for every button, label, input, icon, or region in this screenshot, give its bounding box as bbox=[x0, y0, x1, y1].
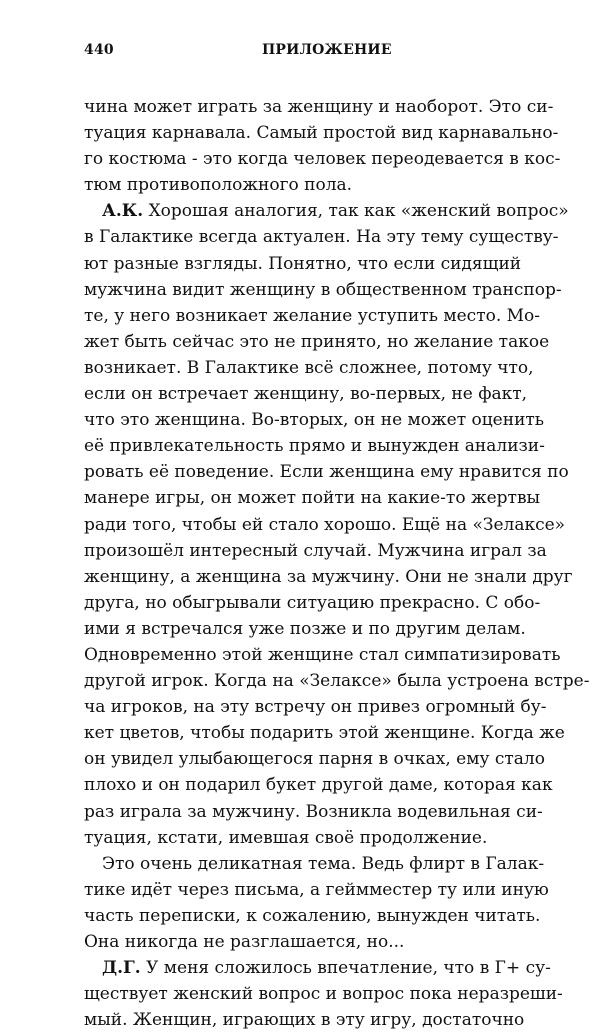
text-line: ют разные взгляды. Понятно, что если сидящий bbox=[84, 253, 522, 274]
paragraph bbox=[84, 198, 590, 850]
text-line: тике идёт через письма, а геймместер ту или иную bbox=[84, 879, 549, 900]
text-line: мужчина видит женщину в общественном транспор- bbox=[84, 279, 562, 300]
text-line bbox=[84, 955, 551, 981]
text-line: ровать её поведение. Если женщина ему нравится по bbox=[84, 462, 569, 483]
text-line: произошёл интересный случай. Мужчина играл за bbox=[84, 540, 547, 561]
text-line: Это очень деликатная тема. Ведь флирт в Галак- bbox=[102, 853, 545, 874]
text-line: если он встречает женщину, во-первых, не факт, bbox=[84, 384, 528, 405]
text-line: раз играла за мужчину. Возникла водевильная си- bbox=[84, 801, 543, 822]
text-line: ществует женский вопрос и вопрос пока неразреши- bbox=[84, 984, 563, 1005]
text-line: возникает. В Галактике всё сложнее, потому что, bbox=[84, 357, 534, 378]
text-line-content: Хорошая аналогия, так как «женский вопрос» bbox=[148, 201, 569, 222]
text-line: друга, но обыгрывали ситуацию прекрасно. С обо- bbox=[84, 592, 541, 613]
text-line: Она никогда не разглашается, но... bbox=[84, 932, 405, 952]
text-line: ими я встречался уже позже и по другим делам. bbox=[84, 618, 526, 639]
text-line: женщину, а женщина за мужчину. Они не знали друг bbox=[84, 566, 573, 587]
text-line: кет цветов, чтобы подарить этой женщине. Когда же bbox=[84, 723, 565, 744]
paragraph bbox=[84, 851, 549, 955]
text-line: жет быть сейчас это не принято, но желание такое bbox=[84, 331, 550, 352]
text-body bbox=[84, 94, 590, 1031]
paragraph bbox=[84, 955, 563, 1033]
page-header bbox=[84, 42, 516, 64]
text-line: в Галактике всегда актуален. На эту тему существу- bbox=[84, 227, 559, 248]
text-line: её привлекательность прямо и вынужден анализи- bbox=[84, 436, 545, 457]
text-line: другой игрок. Когда на «Зелаксе» была устроена встре- bbox=[84, 671, 590, 692]
page-number: 440 bbox=[84, 42, 114, 58]
speaker-label: А.К. bbox=[102, 201, 144, 222]
text-line: ради того, чтобы ей стало хорошо. Ещё на «Зелаксе» bbox=[84, 514, 566, 535]
running-head: ПРИЛОЖЕНИЕ bbox=[262, 42, 392, 58]
text-line: мый. Женщин, играющих в эту игру, достаточно bbox=[84, 1010, 525, 1031]
text-line: что это женщина. Во-вторых, он не может оценить bbox=[84, 410, 545, 431]
speaker-label: Д.Г. bbox=[102, 958, 141, 979]
text-line: го костюма - это когда человек переодевается в кос- bbox=[84, 149, 561, 170]
text-line: туация, кстати, имевшая своё продолжение. bbox=[84, 827, 488, 848]
text-line: плохо и он подарил букет другой даме, которая как bbox=[84, 775, 553, 796]
text-line-content: У меня сложилось впечатление, что в Г+ су- bbox=[146, 958, 551, 979]
text-line: часть переписки, к сожалению, вынужден читать. bbox=[84, 905, 541, 926]
text-line: те, у него возникает желание уступить место. Мо- bbox=[84, 305, 541, 326]
paragraph bbox=[84, 94, 561, 198]
text-line: туация карнавала. Самый простой вид карнавально- bbox=[84, 123, 559, 144]
text-line: манере игры, он может пойти на какие-то жертвы bbox=[84, 488, 541, 509]
text-line: тюм противоположного пола. bbox=[84, 175, 353, 196]
text-line: Одновременно этой женщине стал симпатизировать bbox=[84, 644, 561, 665]
text-line bbox=[84, 198, 569, 224]
text-line: ча игроков, на эту встречу он привез огромный бу- bbox=[84, 697, 547, 718]
text-line: он увидел улыбающегося парня в очках, ему стало bbox=[84, 749, 545, 770]
text-line: чина может играть за женщину и наоборот. Это си- bbox=[84, 97, 554, 117]
